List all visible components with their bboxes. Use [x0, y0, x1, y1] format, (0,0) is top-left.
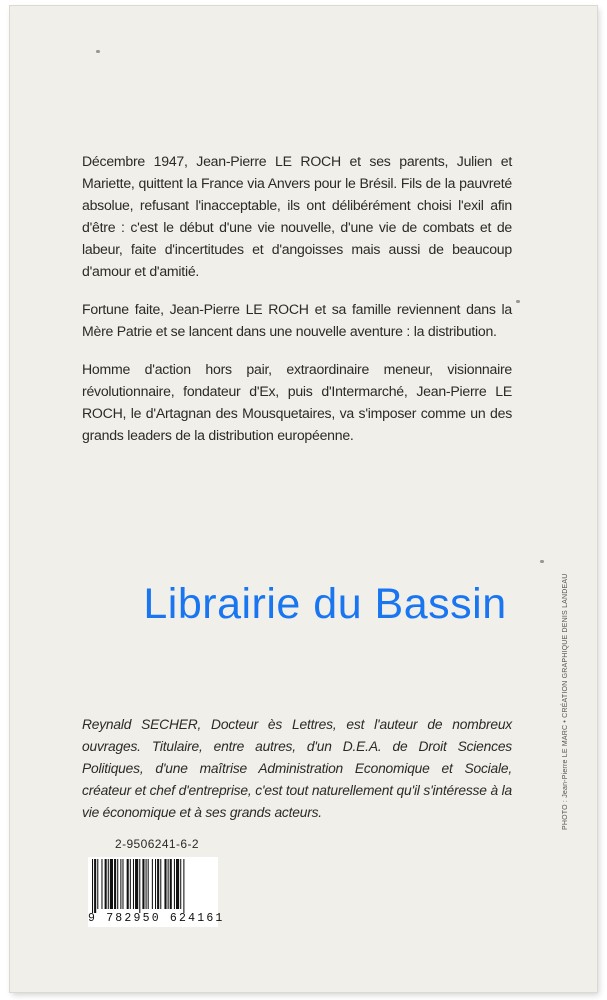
barcode-label: [88, 857, 225, 927]
back-cover-blurb: [82, 150, 512, 462]
barcode-bar: [110, 859, 113, 909]
barcode-bar: [155, 859, 156, 909]
cover-speck: [540, 560, 544, 563]
barcode-bar: [164, 859, 166, 909]
cover-speck: [96, 50, 100, 53]
barcode-bar: [97, 859, 98, 909]
barcode-bar: [117, 859, 118, 909]
barcode-bar: [94, 859, 96, 913]
barcode-bar: [130, 859, 131, 909]
barcode-bar: [122, 859, 123, 909]
barcode-bar: [133, 859, 134, 909]
cover-speck: [516, 300, 520, 303]
barcode-bar: [157, 859, 159, 909]
barcode-bar: [148, 859, 149, 909]
bookstore-watermark: Librairie du Bassin: [143, 580, 507, 628]
barcode-bars: [90, 859, 216, 913]
barcode-bar: [127, 859, 129, 909]
barcode-bar: [170, 859, 172, 909]
barcode-bar: [120, 859, 121, 909]
blurb-paragraph-3: Homme d'action hors pair, extraordinaire meneur, visionnaire révolutionnaire, fondateur d'Ex, puis d'Intermarché, Jean-Pierre LE ROCH, le d'Artagnan des Mousquetaires, va s'imposer comme un des grands leaders de la distribution européenne.: [82, 361, 512, 443]
barcode-bar: [176, 859, 179, 909]
barcode-bar: [152, 859, 153, 909]
barcode-bar: [114, 859, 116, 909]
barcode-number: 9 782950 624161: [88, 912, 225, 925]
barcode-bar: [108, 859, 109, 909]
barcode-bar: [101, 859, 102, 909]
barcode-bar: [160, 859, 161, 909]
barcode-bar: [135, 859, 138, 909]
barcode-bar: [168, 859, 169, 909]
barcode-bar: [174, 859, 175, 909]
barcode-bar: [105, 859, 107, 909]
barcode-bar: [142, 859, 144, 909]
barcode-bar: [180, 859, 181, 909]
photo-credit: PHOTO : Jean-Pierre LE MARC • CRÉATION GRAPHIQUE DENIS LANDEAU: [562, 573, 569, 830]
author-bio: Reynald SECHER, Docteur ès Lettres, est l'auteur de nombreux ouvrages. Titulaire, entre autres, d'un D.E.A. de Droit Sciences Politiques, d'une maîtrise Administration Economique et Sociale, créateur et chef d'entreprise, c'est tout naturellement qu'il s'intéresse à la vie économique et à ses grands acteurs.: [82, 717, 512, 820]
barcode-bar: [183, 859, 184, 913]
barcode-bar: [139, 859, 140, 913]
isbn-number: 2-9506241-6-2: [115, 837, 199, 851]
blurb-paragraph-1: Décembre 1947, Jean-Pierre LE ROCH et ses parents, Julien et Mariette, quittent la France via Anvers pour le Brésil. Fils de la pauvreté absolue, refusant l'inacceptable, ils ont délibérément choisi l'exil afin d'être : c'est le début d'une vie nouvelle, d'une vie de combats et de labeur, faite d'incertitudes et d'angoisses mais aussi de beaucoup d'amour et d'amitié.: [82, 153, 512, 279]
barcode-bar: [92, 859, 93, 913]
blurb-paragraph-2: Fortune faite, Jean-Pierre LE ROCH et sa famille reviennent dans la Mère Patrie et se lancent dans une nouvelle aventure : la distribution.: [82, 301, 512, 339]
barcode-bar: [146, 859, 147, 909]
